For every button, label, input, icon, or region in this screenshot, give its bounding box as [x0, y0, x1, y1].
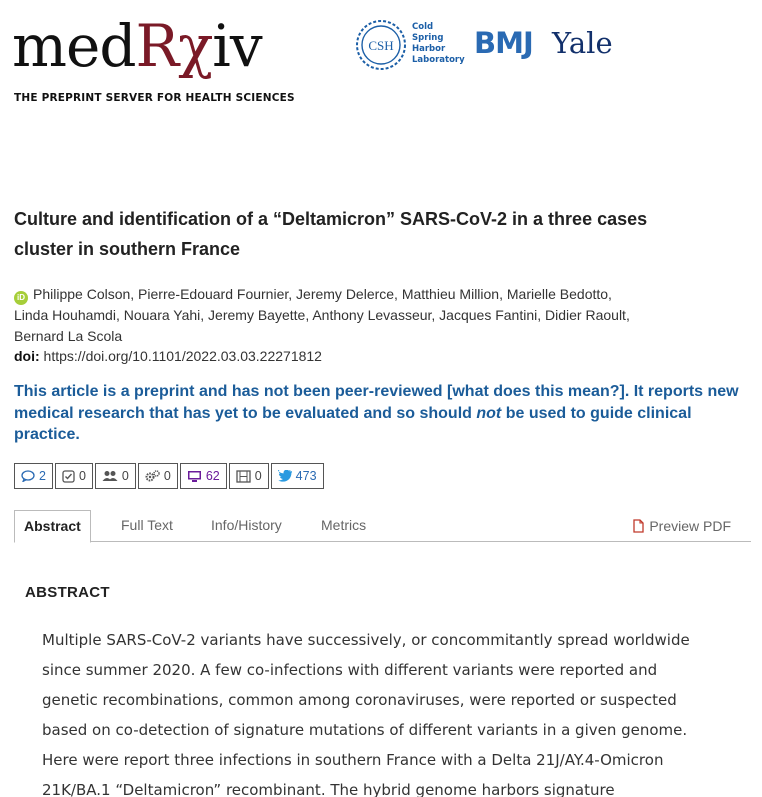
comments-count: 2	[39, 469, 46, 483]
pdf-file-icon	[633, 519, 644, 533]
notice-text-1: This article is a preprint and has not been peer-reviewed [what does this mean?]. It reports new medical research that has yet to be evaluated and so should	[14, 383, 739, 422]
tab-metrics[interactable]: Metrics	[321, 517, 367, 533]
csh-line-4: Laboratory	[412, 55, 465, 65]
altmetric-count: 62	[205, 469, 220, 483]
altmetric-badge[interactable]	[180, 463, 227, 489]
comments-badge[interactable]	[14, 463, 53, 489]
tab-full-text[interactable]: Full Text	[121, 517, 173, 533]
monitor-icon	[187, 470, 202, 483]
metrics-badges	[14, 463, 326, 489]
reviews-count: 0	[78, 469, 86, 483]
csh-seal-icon	[354, 18, 408, 72]
author-line-1-text[interactable]: Philippe Colson, Pierre-Edouard Fournier, Jeremy Delerce, Matthieu Million, Marielle Bedotto,	[33, 286, 612, 302]
abstract-line-1: Multiple SARS-CoV-2 variants have successively, or concommitantly spread worldwide	[42, 631, 690, 649]
preview-pdf-label: Preview PDF	[649, 517, 731, 534]
abstract-line-3: genetic recombinations, common among coronaviruses, were reported or suspected	[42, 691, 677, 709]
automated-count: 0	[163, 469, 171, 483]
automated-badge[interactable]	[138, 463, 178, 489]
cogs-icon	[145, 470, 160, 483]
preprint-notice	[14, 381, 749, 446]
doi	[14, 348, 322, 364]
csh-line-3: Harbor	[412, 44, 446, 54]
doi-label: doi:	[14, 348, 40, 364]
twitter-count: 473	[295, 469, 317, 483]
doi-link[interactable]: https://doi.org/10.1101/2022.03.03.22271812	[43, 348, 322, 364]
logo-iv: iv	[212, 12, 262, 80]
check-square-icon	[62, 470, 75, 483]
tab-info-history[interactable]: Info/History	[211, 517, 282, 533]
csh-logo[interactable]	[354, 18, 464, 72]
twitter-badge[interactable]	[271, 463, 324, 489]
csh-line-2: Spring	[412, 33, 444, 43]
abstract-line-5: Here were report three infections in southern France with a Delta 21J/AY.4-Omicron	[42, 751, 664, 769]
media-badge[interactable]	[229, 463, 269, 489]
notice-text-2: be used to guide clinical practice.	[14, 404, 692, 443]
abstract-line-2: since summer 2020. A few co-infections with different variants were reported and	[42, 661, 658, 679]
community-count: 0	[121, 469, 129, 483]
medrxiv-logo[interactable]	[12, 10, 262, 82]
preview-pdf-button[interactable]	[633, 510, 731, 542]
twitter-icon	[278, 470, 292, 482]
author-line-1	[14, 284, 734, 305]
logo-med: med	[12, 12, 136, 80]
logo-r: R	[135, 12, 179, 80]
site-tagline: THE PREPRINT SERVER FOR HEALTH SCIENCES	[14, 92, 295, 104]
reviews-badge[interactable]	[55, 463, 93, 489]
abstract-line-6: 21K/BA.1 “Deltamicron” recombinant. The hybrid genome harbors signature	[42, 781, 615, 797]
abstract-line-4: based on co-detection of signature mutations of different variants in a given genome.	[42, 721, 688, 739]
community-badge[interactable]	[95, 463, 136, 489]
csh-text	[412, 22, 465, 66]
yale-logo[interactable]: Yale	[552, 26, 613, 60]
media-count: 0	[254, 469, 262, 483]
notice-emphasis: not	[476, 404, 502, 422]
article-tabs	[14, 510, 751, 542]
orcid-icon[interactable]: iD	[14, 291, 28, 305]
author-line-2[interactable]: Linda Houhamdi, Nouara Yahi, Jeremy Bayette, Anthony Levasseur, Jacques Fantini, Didier Raoult,	[14, 307, 630, 323]
author-list	[14, 284, 734, 346]
article-title	[14, 204, 714, 264]
film-icon	[236, 470, 251, 483]
csh-line-1: Cold	[412, 22, 434, 32]
csh-seal-text: CSH	[368, 38, 394, 53]
users-icon	[102, 470, 118, 482]
comment-icon	[21, 470, 35, 482]
tab-abstract[interactable]: Abstract	[14, 510, 91, 543]
abstract-body	[42, 625, 742, 797]
abstract-heading: ABSTRACT	[25, 584, 110, 601]
author-line-3[interactable]: Bernard La Scola	[14, 327, 123, 344]
article-title-line-2: cluster in southern France	[14, 239, 241, 259]
article-title-line-1: Culture and identification of a “Deltamicron” SARS-CoV-2 in a three cases	[14, 209, 648, 229]
logo-chi: χ	[178, 12, 213, 80]
bmj-logo[interactable]: BMJ	[474, 26, 533, 60]
